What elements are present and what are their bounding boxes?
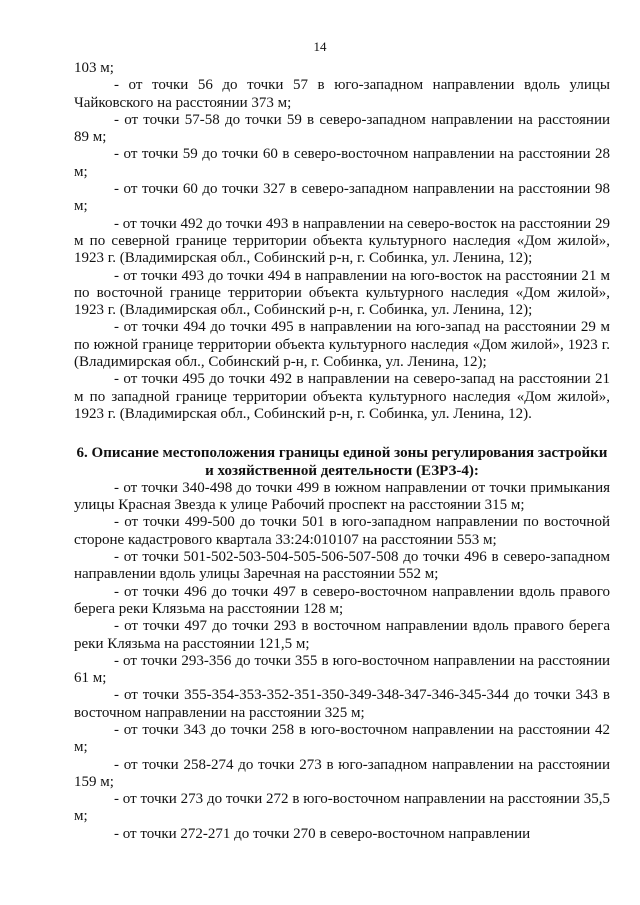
boundary-paragraph: - от точки 493 до точки 494 в направлении на юго-восток на расстоянии 21 м по восточной границе территории объекта культурного наследия «Дом жилой», 1923 г. (Владимирская обл., Собинский р-н, г. Собинка, ул. Ленина, 12); [74,267,610,319]
boundary-paragraph: - от точки 293-356 до точки 355 в юго-восточном направлении на расстоянии 61 м; [74,652,610,687]
boundary-paragraph: - от точки 57-58 до точки 59 в северо-западном направлении на расстоянии 89 м; [74,111,610,146]
boundary-paragraph: - от точки 56 до точки 57 в юго-западном направлении вдоль улицы Чайковского на расстоянии 373 м; [74,77,610,111]
boundary-list-ezrz-4 [74,480,610,843]
boundary-paragraph: 103 м; [74,60,114,76]
boundary-paragraph: - от точки 343 до точки 258 в юго-восточном направлении на расстоянии 42 м; [74,721,610,756]
boundary-paragraph: - от точки 258-274 до точки 273 в юго-западном направлении на расстоянии 159 м; [74,756,610,790]
boundary-paragraph: - от точки 494 до точки 495 в направлении на юго-запад на расстоянии 29 м по южной границе территории объекта культурного наследия «Дом жилой», 1923 г. (Владимирская обл., Собинский р-н, г. Собинка, ул. Ленина, 12); [74,319,610,371]
page-number: 14 [313,39,327,54]
boundary-paragraph: - от точки 273 до точки 272 в юго-восточном направлении на расстоянии 35,5 м; [74,791,610,825]
boundary-paragraph: - от точки 497 до точки 293 в восточном направлении вдоль правого берега реки Клязьма на расстоянии 121,5 м; [74,618,610,652]
boundary-paragraph: - от точки 492 до точки 493 в направлении на северо-восток на расстоянии 29 м по северной границе территории объекта культурного наследия «Дом жилой», 1923 г. (Владимирская обл., Собинский р-н, г. Собинка, ул. Ленина, 12); [74,215,610,267]
boundary-paragraph: - от точки 272-271 до точки 270 в северо-восточном направлении [114,825,531,842]
section-heading: 6. Описание местоположения границы единой зоны регулирования застройки и хозяйственной деятельности (ЕЗРЗ-4): [76,445,608,479]
boundary-paragraph: - от точки 495 до точки 492 в направлении на северо-запад на расстоянии 21 м по западной границе территории объекта культурного наследия «Дом жилой», 1923 г. (Владимирская обл., Собинский р-н, г. Собинка, ул. Ленина, 12). [74,371,610,422]
boundary-paragraph: - от точки 340-498 до точки 499 в южном направлении от точки примыкания улицы Красная Звезда к улице Рабочий проспект на расстоянии 315 м; [74,479,610,514]
boundary-list-previous [74,60,610,423]
boundary-paragraph: - от точки 496 до точки 497 в северо-восточном направлении вдоль правого берега реки Клязьма на расстоянии 128 м; [74,583,610,617]
document-body [74,60,610,843]
boundary-paragraph: - от точки 59 до точки 60 в северо-восточном направлении на расстоянии 28 м; [74,146,610,180]
boundary-paragraph: - от точки 499-500 до точки 501 в юго-западном направлении по восточной стороне кадастрового квартала 33:24:010107 на расстоянии 553 м; [74,514,610,548]
boundary-paragraph: - от точки 60 до точки 327 в северо-западном направлении на расстоянии 98 м; [74,181,610,215]
boundary-paragraph: - от точки 501-502-503-504-505-506-507-508 до точки 496 в северо-западном направлении вдоль улицы Заречная на расстоянии 552 м; [74,549,610,583]
boundary-paragraph: - от точки 355-354-353-352-351-350-349-348-347-346-345-344 до точки 343 в восточном направлении на расстоянии 325 м; [74,687,610,721]
